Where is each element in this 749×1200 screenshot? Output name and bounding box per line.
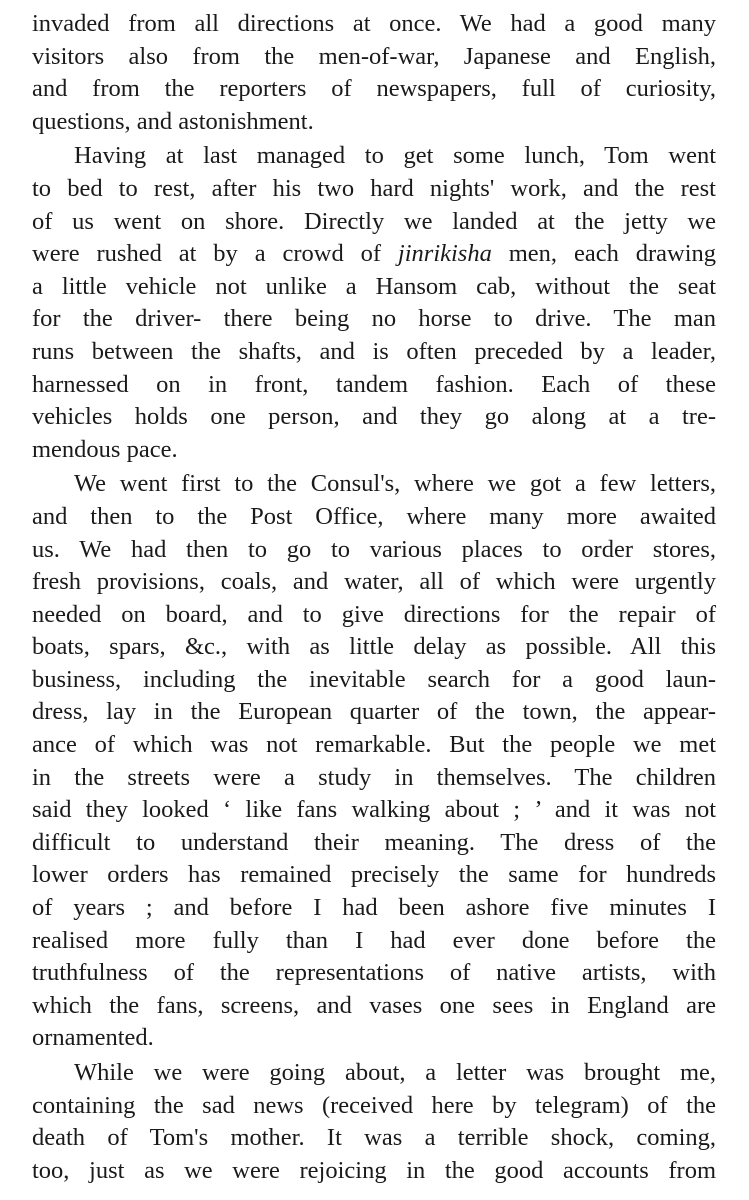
text-line: for the driver- there being no horse to drive. The man <box>32 305 716 333</box>
text-segment: men, each drawing <box>491 240 717 268</box>
text-line: harnessed on in front, tandem fashion. Each of these <box>32 370 716 398</box>
text-line: visitors also from the men-of-war, Japanese and English, <box>32 42 716 70</box>
text-line: in the streets were a study in themselves. The children <box>32 763 716 791</box>
paragraph-1 <box>32 8 716 138</box>
text-line: needed on board, and to give directions for the repair of <box>32 600 716 628</box>
text-line: business, including the inevitable search for a good laun- <box>32 665 716 693</box>
text-line-last: mendous pace. <box>32 435 178 463</box>
text-line: runs between the shafts, and is often preceded by a leader, <box>32 337 716 365</box>
text-line: us. We had then to go to various places to order stores, <box>32 535 716 563</box>
text-line-with-italic <box>32 238 716 271</box>
text-line: realised more fully than I had ever done before the <box>32 926 716 954</box>
text-line-first: While we were going about, a letter was brought me, <box>74 1059 716 1086</box>
text-line: of us went on shore. Directly we landed at the jetty we <box>32 207 716 235</box>
text-line-first: Having at last managed to get some lunch, Tom went <box>74 142 716 170</box>
text-segment: were rushed at by a crowd of <box>32 240 398 268</box>
book-page <box>32 8 716 1187</box>
text-line-last: questions, and astonishment. <box>32 107 314 135</box>
text-line: and then to the Post Office, where many more awaited <box>32 502 716 530</box>
text-line: invaded from all directions at once. We had a good many <box>32 10 716 37</box>
text-line: dress, lay in the European quarter of the town, the appear- <box>32 698 716 726</box>
text-line: ance of which was not remarkable. But the people we met <box>32 731 716 759</box>
text-line: said they looked ‘ like fans walking about ; ’ and it was not <box>32 796 716 824</box>
text-line: to bed to rest, after his two hard nights' work, and the rest <box>32 174 716 202</box>
text-line: boats, spars, &c., with as little delay as possible. All this <box>32 633 716 661</box>
text-line: difficult to understand their meaning. The dress of the <box>32 828 716 856</box>
paragraph-2 <box>32 140 716 466</box>
text-line: and from the reporters of newspapers, full of curiosity, <box>32 75 716 103</box>
text-line-first: We went first to the Consul's, where we got a few letters, <box>74 470 716 498</box>
italic-term: jinrikisha <box>397 240 492 268</box>
paragraph-4 <box>32 1057 716 1187</box>
text-line-last: ornamented. <box>32 1024 154 1052</box>
text-line: a little vehicle not unlike a Hansom cab, without the seat <box>32 272 716 300</box>
text-line: fresh provisions, coals, and water, all of which were urgently <box>32 568 716 596</box>
text-line: which the fans, screens, and vases one sees in England are <box>32 991 716 1019</box>
text-line: truthfulness of the representations of native artists, with <box>32 959 716 987</box>
text-line: too, just as we were rejoicing in the good accounts from <box>32 1156 716 1184</box>
text-line: containing the sad news (received here by telegram) of the <box>32 1091 716 1119</box>
paragraph-3 <box>32 468 716 1055</box>
text-line: death of Tom's mother. It was a terrible shock, coming, <box>32 1124 716 1152</box>
text-line: vehicles holds one person, and they go along at a tre- <box>32 403 716 431</box>
text-line: lower orders has remained precisely the same for hundreds <box>32 861 716 889</box>
text-line: of years ; and before I had been ashore five minutes I <box>32 894 716 922</box>
